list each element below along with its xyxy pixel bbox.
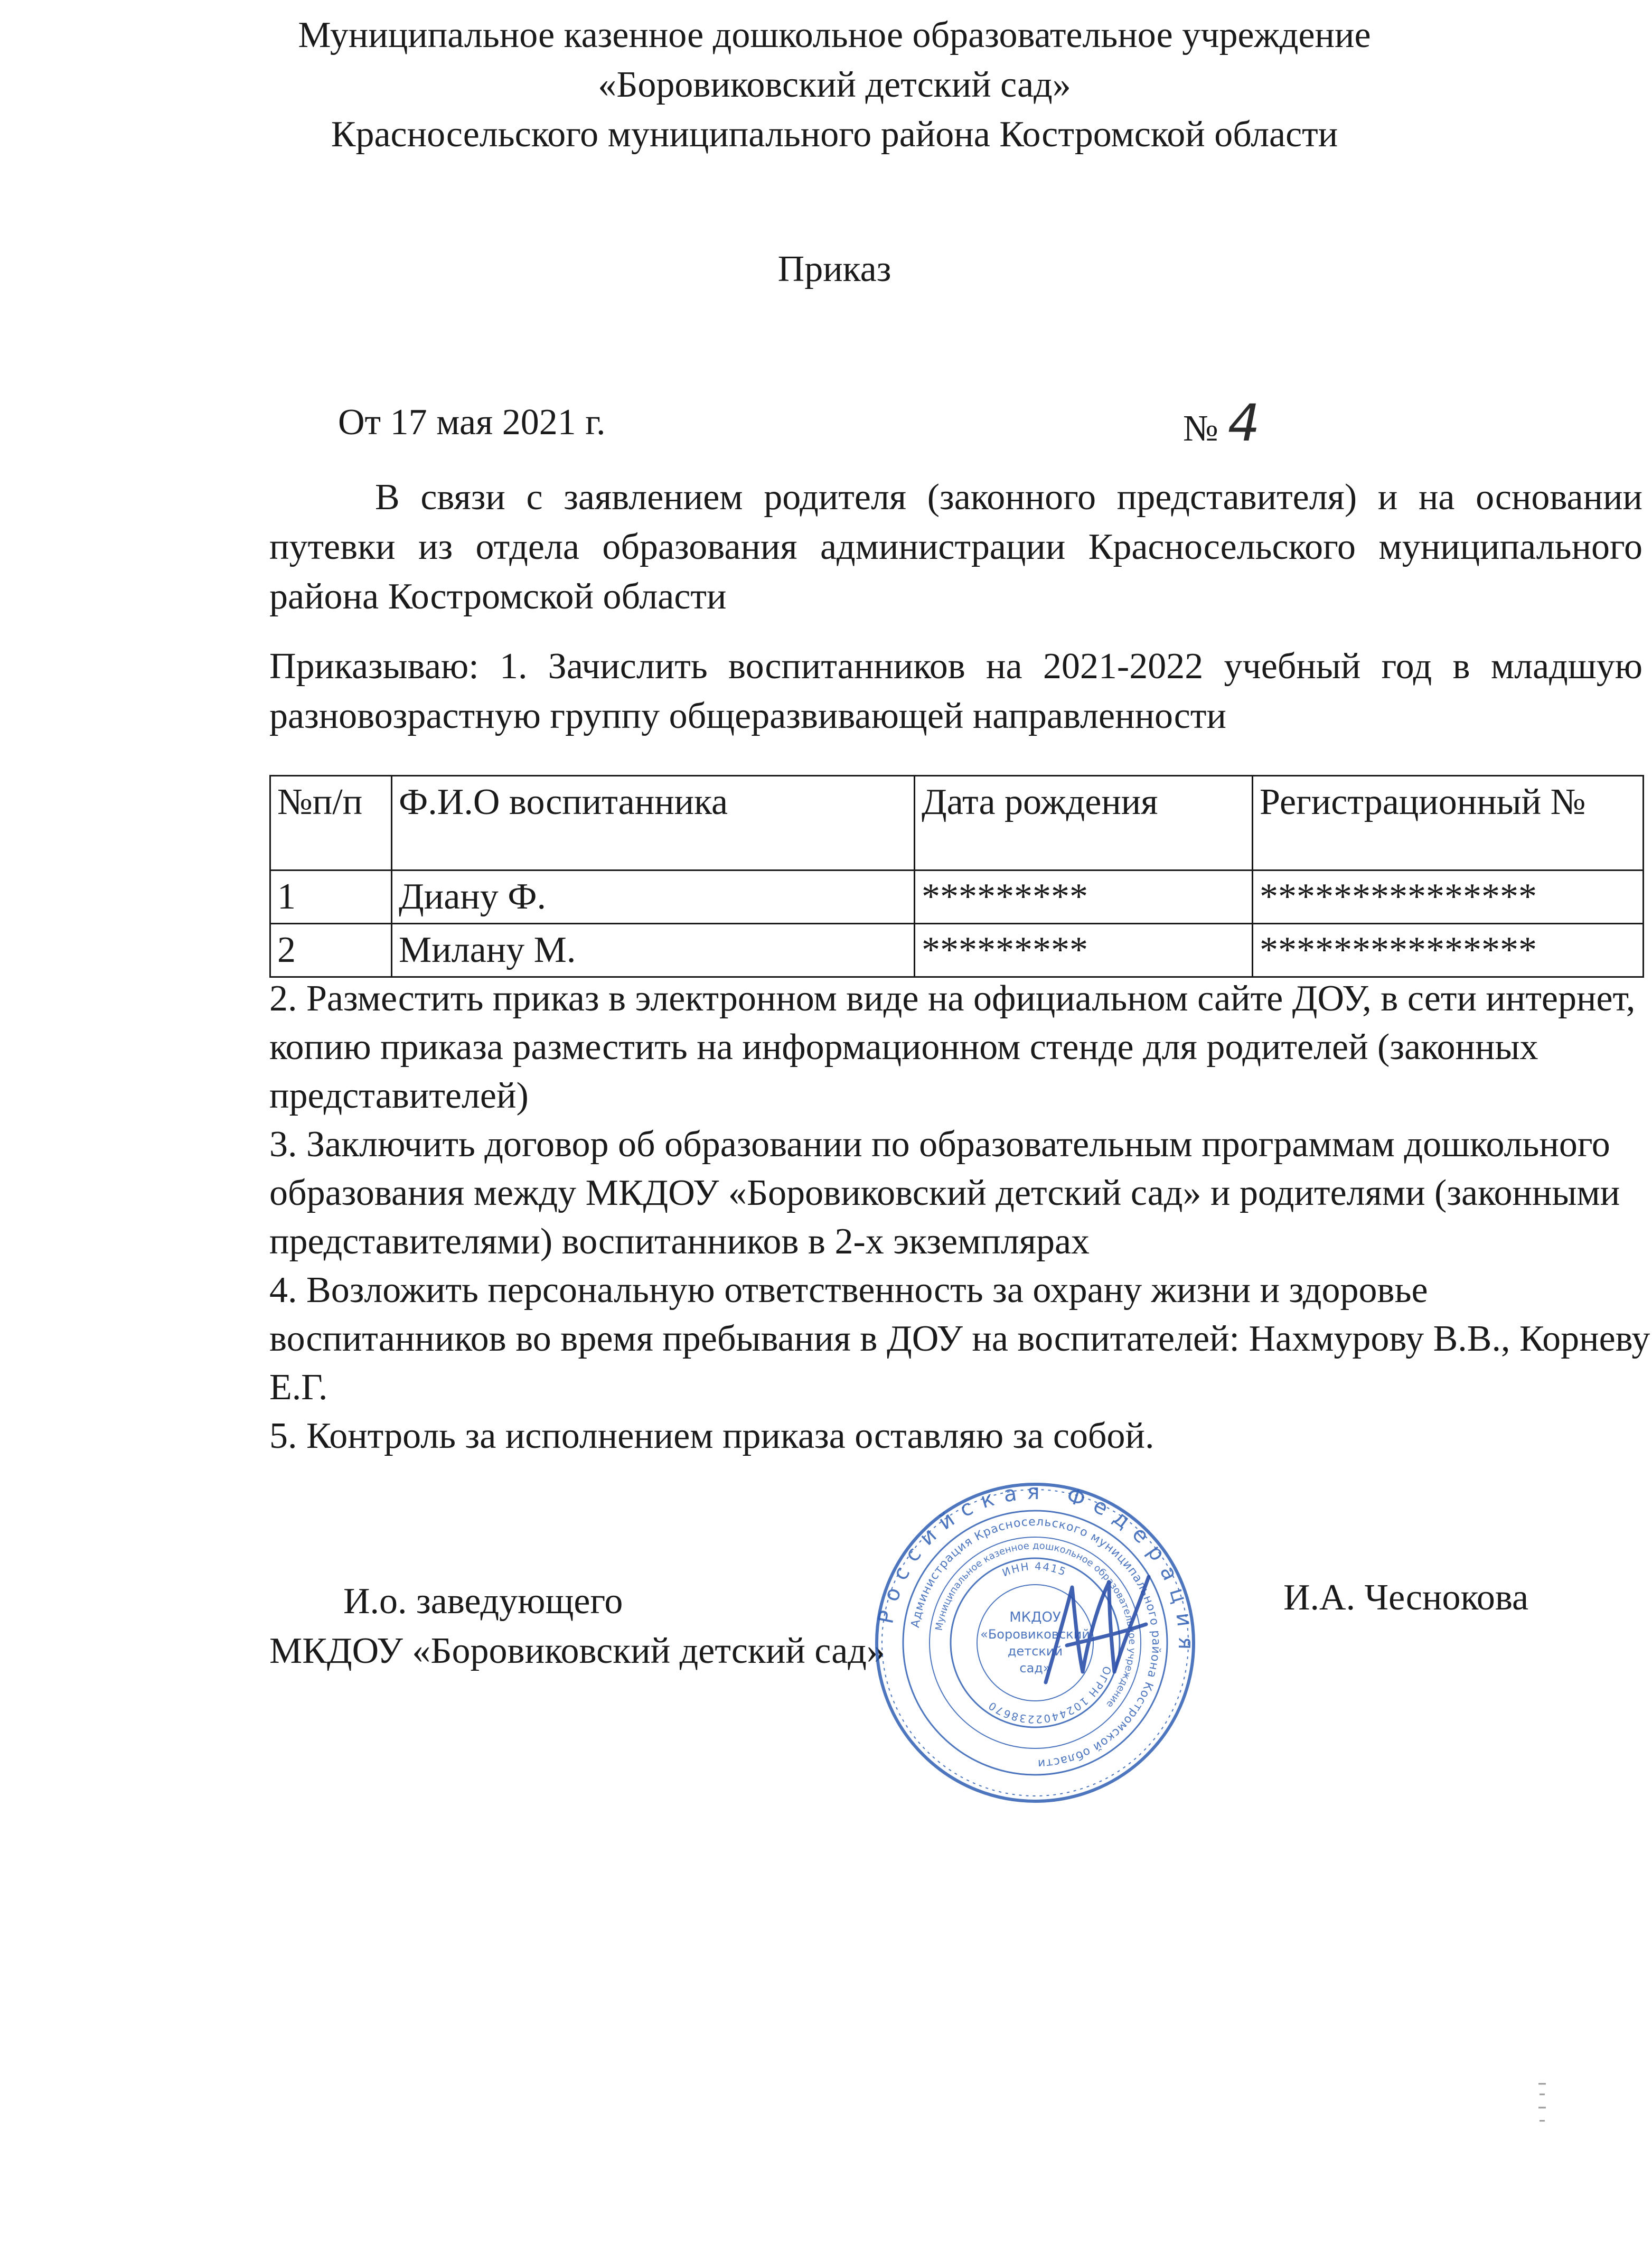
- document-title: Приказ: [777, 249, 891, 289]
- column-header-registration: Регистрационный №: [1253, 776, 1644, 871]
- header-line-2: «Боровиковский детский сад»: [598, 64, 1071, 105]
- stamp-ogrn: ОГРН 1024402238670: [985, 1664, 1114, 1726]
- cell-name: Диану Ф.: [392, 871, 915, 924]
- stamp-center-line-1: МКДОУ: [1009, 1609, 1061, 1625]
- cell-birthdate: *********: [915, 871, 1253, 924]
- cell-birthdate: *********: [915, 924, 1253, 977]
- column-header-number: №п/п: [270, 776, 392, 871]
- handwritten-signature: [1035, 1566, 1157, 1704]
- table-row: [270, 871, 1644, 924]
- column-header-name: Ф.И.О воспитанника: [392, 776, 915, 871]
- header-line-1: Муниципальное казенное дошкольное образовательное учреждение: [298, 15, 1371, 55]
- order-number: [1183, 394, 1260, 453]
- table-row: [270, 924, 1644, 977]
- signatory-name: И.А. Чеснокова: [1283, 1577, 1529, 1618]
- cell-number: 2: [270, 924, 392, 977]
- cell-number: 1: [270, 871, 392, 924]
- header-line-3: Красносельского муниципального района Костромской области: [331, 114, 1338, 155]
- cell-registration: ***************: [1253, 924, 1644, 977]
- signatory-role-line-2: МКДОУ «Боровиковский детский сад»: [269, 1631, 885, 1671]
- order-item-1: Приказываю: 1. Зачислить воспитанников на 2021-2022 учебный год в младшую разновозрастную группу общеразвивающей направленности: [269, 646, 1642, 736]
- stamp-outer-text: Российская Федерация: [874, 1480, 1198, 1660]
- scan-artifact-mark: [1534, 2079, 1550, 2142]
- column-header-birthdate: Дата рождения: [915, 776, 1253, 871]
- order-date: От 17 мая 2021 г.: [338, 402, 606, 443]
- stamp-middle-text: Администрация Красносельского муниципального района Костромской области: [908, 1515, 1163, 1771]
- students-table: [269, 775, 1644, 978]
- table-header-row: [270, 776, 1644, 871]
- stamp-inn: ИНН 4415: [1000, 1559, 1068, 1579]
- cell-name: Милану М.: [392, 924, 915, 977]
- intro-paragraph: В связи с заявлением родителя (законного представителя) и на основании путевки из отдела образования администрации Красносельского муниципального района Костромской области: [269, 477, 1642, 617]
- cell-registration: ***************: [1253, 871, 1644, 924]
- signatory-role-line-1: И.о. заведующего: [343, 1581, 623, 1622]
- stamp-center-line-2: «Боровиковский: [980, 1627, 1090, 1642]
- stamp-inner-text: Муниципальное казенное дошкольное образовательное учреждение: [933, 1540, 1138, 1710]
- order-item-4: 4. Возложить персональную ответственность за охрану жизни и здоровье воспитанников во время пребывания в ДОУ на воспитателей: Нахмурову В.В., Корневу Е.Г.: [269, 1270, 1650, 1408]
- order-number-value: 4: [1227, 394, 1260, 453]
- signatory-role: [269, 1577, 885, 1676]
- order-item-2: 2. Разместить приказ в электронном виде на официальном сайте ДОУ, в сети интернет, копию приказа разместить на информационном стенде для родителей (законных представителей): [269, 978, 1636, 1116]
- order-item-5: 5. Контроль за исполнением приказа оставляю за собой.: [269, 1416, 1154, 1456]
- order-item-3: 3. Заключить договор об образовании по образовательным программам дошкольного образования между МКДОУ «Боровиковский детский сад» и родителями (законными представителями) воспитанников в 2-х экземплярах: [269, 1124, 1620, 1262]
- order-items: [269, 975, 1652, 1461]
- stamp-center-line-3: детский: [1007, 1644, 1063, 1659]
- stamp-center-line-4: сад»: [1019, 1661, 1051, 1676]
- organization-header: [158, 11, 1510, 160]
- order-number-label: №: [1183, 408, 1218, 449]
